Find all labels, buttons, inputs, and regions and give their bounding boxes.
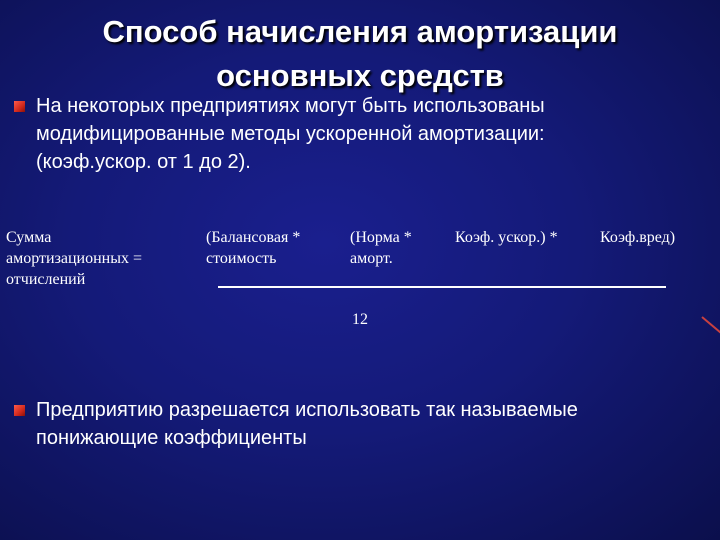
bullet2-line-2: понижающие коэффициенты	[36, 427, 307, 449]
formula-lhs-line-1: Сумма	[6, 229, 52, 246]
fraction-line	[218, 286, 666, 288]
formula-coef-harm: Коэф.вред)	[600, 229, 676, 246]
title-line-2: основных средств	[216, 58, 504, 93]
bullet2-line-1: Предприятию разрешается использовать так называемые	[36, 399, 578, 421]
formula-balance-line-2: стоимость	[206, 250, 277, 267]
bullet-text-1	[36, 92, 545, 176]
bullet-square-icon	[14, 101, 25, 112]
bullet1-line-3: (коэф.ускор. от 1 до 2).	[36, 151, 251, 173]
bullet1-line-1: На некоторых предприятиях могут быть использованы	[36, 95, 545, 117]
formula-lhs	[6, 227, 142, 290]
formula-balance-line-1: (Балансовая *	[206, 229, 301, 246]
formula-balance	[206, 227, 300, 269]
formula-lhs-line-3: отчислений	[6, 271, 86, 288]
decorative-stroke	[701, 316, 720, 343]
formula-lhs-line-2: амортизационных =	[6, 250, 143, 267]
formula-denominator: 12	[352, 311, 368, 328]
formula-norm-line-2: аморт.	[350, 250, 393, 267]
bullet-text-2	[36, 396, 578, 452]
bullet-square-icon-2	[14, 405, 25, 416]
formula-norm-line-1: (Норма *	[350, 229, 412, 246]
title-line-1: Способ начисления амортизации	[102, 14, 618, 49]
formula-norm	[350, 227, 412, 269]
formula-coef-accel: Коэф. ускор.) *	[455, 229, 558, 246]
bullet1-line-2: модифицированные методы ускоренной амортизации:	[36, 123, 545, 145]
slide-title	[60, 10, 660, 98]
